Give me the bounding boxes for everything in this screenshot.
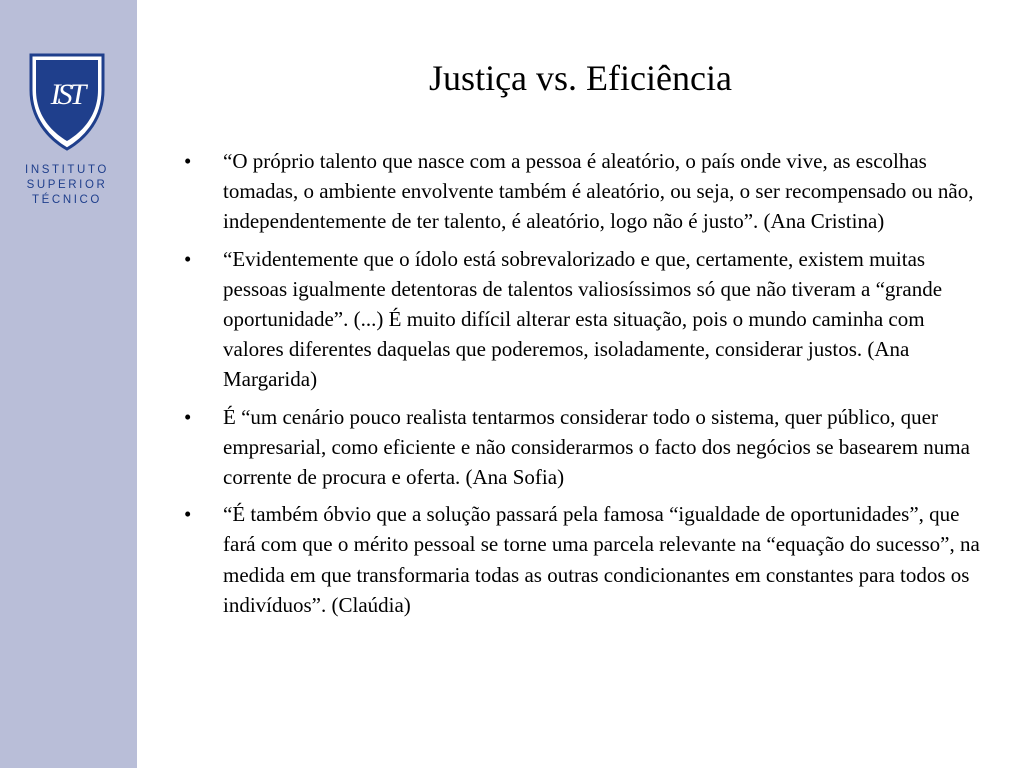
wordmark-line-1: INSTITUTO <box>25 164 109 176</box>
bullet-marker: • <box>184 404 192 429</box>
quote-text: “O próprio talento que nasce com a pessoa é aleatório, o país onde vive, as escolhas tomadas, o ambiente envolvente também é aleatório, ou seja, o ser recompensado ou não, independentemente de ter talento, é aleatório, logo não é justo”. (Ana Cristina) <box>223 149 974 234</box>
bullet-marker: • <box>184 149 192 173</box>
ist-wordmark <box>22 163 112 208</box>
list-item <box>180 146 980 237</box>
quote-text: É “um cenário pouco realista tentarmos considerar todo o sistema, quer público, quer empresarial, como eficiente e não considerarmos o facto dos negócios se basearem numa corrente de procura e oferta. (Ana Sofia) <box>223 404 970 490</box>
quote-text: “Evidentemente que o ídolo está sobrevalorizado e que, certamente, existem muitas pessoas igualmente detentoras de talentos valiosíssimos só que não tiveram a “grande oportunidade”. (...) É muito difícil alterar esta situação, pois o mundo caminha com valores diferentes daquelas que poderemos, isoladamente, considerar justos. (Ana Margarida) <box>223 246 943 392</box>
bullet-marker: • <box>184 246 192 271</box>
sidebar <box>0 0 137 768</box>
list-item <box>180 244 980 395</box>
wordmark-line-3: TÉCNICO <box>32 194 102 206</box>
list-item <box>180 499 980 620</box>
quote-text: “É também óbvio que a solução passará pela famosa “igualdade de oportunidades”, que fará com que o mérito pessoal se torne uma parcela relevante na “equação do sucesso”, na medida em que transformaria todas as outras condicionantes em constantes para todos os indivíduos”. (Claúdia) <box>223 502 980 617</box>
bullet-marker: • <box>184 502 192 527</box>
ist-shield-icon <box>28 52 106 152</box>
list-item <box>180 402 980 493</box>
wordmark-line-2: SUPERIOR <box>26 179 108 191</box>
slide-title: Justiça vs. Eficiência <box>429 58 732 98</box>
ist-emblem-letters: IST <box>50 78 84 111</box>
ist-logo <box>22 52 112 208</box>
quote-list <box>180 146 980 627</box>
